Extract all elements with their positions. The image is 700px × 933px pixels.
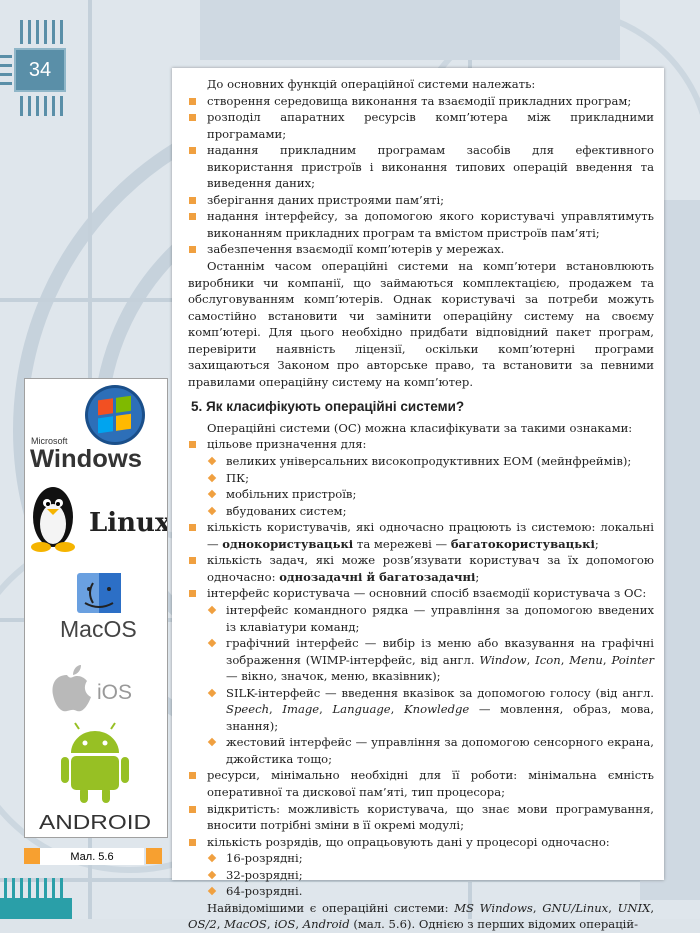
windows-small-label: Microsoft — [31, 436, 68, 446]
sub-list-item: великих універсальних високопродуктивних ЕОМ (мейнфреймів); — [188, 453, 654, 470]
linux-logo — [31, 487, 167, 552]
sub-list-item: мобільних пристроїв; — [188, 486, 654, 503]
term-multi-user: багатокористувацькі — [450, 536, 595, 551]
os-logos-figure — [24, 378, 168, 838]
list-item: інтерфейс користувача — основний спосіб взаємодії користувача з ОС: — [188, 585, 654, 602]
list-item: надання прикладним програмам засобів для ефективного використання пристроїв і виконання типових операцій введення та виведення даних; — [188, 142, 654, 192]
list-item: відкритість: можливість користувача, що знає мови програмування, вносити потрібні зміни в її окремі модулі; — [188, 801, 654, 834]
os-logos-svg — [25, 379, 167, 837]
figure-caption: Мал. 5.6 — [40, 848, 144, 865]
list-item: зберігання даних пристроями пам’яті; — [188, 192, 654, 209]
sub-list-item: 64-розрядні. — [188, 883, 654, 900]
list-item-users: кількість користувачів, які одночасно працюють із системою: локальні — однокористувацькі та мережеві — багатокористувацькі; — [188, 519, 654, 552]
sub-list-item: 16-розрядні; — [188, 850, 654, 867]
list-item: створення середовища виконання та взаємодії прикладних програм; — [188, 93, 654, 110]
list-item: надання інтерфейсу, за допомогою якого користувачі управлятимуть виконанням прикладних програм та вмістом пристроїв пам’яті; — [188, 208, 654, 241]
closing-paragraph: Найвідомішими є операційні системи: MS Windows, GNU/Linux, UNIX, OS/2, MacOS, iOS, Android (мал. 5.6). Однією з перших відомих операцій- — [188, 900, 655, 932]
android-logo — [39, 723, 151, 834]
classify-lead: Операційні системи (ОС) можна класифікувати за такими ознаками: — [207, 420, 633, 435]
term-tasks: однозадачні й багатозадачні — [279, 569, 476, 584]
sub-list-item: інтерфейс командного рядка — управління за допомогою введених із клавіатури команд; — [188, 602, 654, 635]
caption-marker-right — [146, 848, 162, 864]
section-heading: 5. Як класифікують операційні системи? — [191, 399, 465, 415]
sub-list-item-silk: SILK-інтерфейс — введення вказівок за допомогою голосу (від англ. Speech, Image, Language, Knowledge — мовлення, образ, мова, знання); — [188, 685, 654, 735]
macos-label: MacOS — [60, 616, 137, 642]
linux-label: Linux — [89, 508, 167, 538]
chip-pins-bottom — [0, 874, 80, 919]
term-single-user: однокористувацькі — [222, 536, 354, 551]
list-item: цільове призначення для: — [188, 436, 654, 453]
list-item: забезпечення взаємодії комп’ютерів у мережах. — [188, 241, 654, 258]
functions-lead: До основних функцій операційної системи належать: — [207, 77, 536, 91]
windows-logo — [30, 385, 145, 473]
windows-label: Windows — [30, 445, 142, 473]
text-body — [188, 76, 654, 933]
install-paragraph: Останнім часом операційні системи на комп’ютери встановлюють виробники чи компанії, що займаються комплектацією, продажем та обслуговуванням комп’ютерів. Однак користувачі за потреби можуть самостійно встановити чи замінити операційну систему на своєму комп’ютері. Для цього необхідно придбати відповідний пакет програм, перевірити наявність ліцензії, оскільки комп’ютерні програми захищаються Законом про авторське право, та встановити за певними правилами операційну систему на комп’ютер. — [188, 259, 654, 389]
sub-list-item: 32-розрядні; — [188, 867, 654, 884]
list-item: кількість розрядів, що опрацьовують дані у процесорі одночасно: — [188, 834, 654, 851]
sub-list-item: ПК; — [188, 470, 654, 487]
page-number: 34 — [14, 48, 66, 92]
text-panel — [172, 68, 664, 932]
list-item: ресурси, мінімально необхідні для її роботи: мінімальна ємність оперативної та дискової пам’яті, тип процесора; — [188, 767, 654, 800]
macos-logo — [60, 573, 137, 642]
caption-marker-left — [24, 848, 40, 864]
sub-list-item: вбудованих систем; — [188, 503, 654, 520]
ios-logo — [53, 665, 133, 711]
ios-label: iOS — [97, 681, 133, 704]
list-item-tasks: кількість задач, які може розв’язувати користувач за їх допомогою одночасно: однозадачні й багатозадачні; — [188, 552, 654, 585]
sub-list-item-gui: графічний інтерфейс — вибір із меню або вказування на графічні зображення (WIMP-інтерфейс, від англ. Window, Icon, Menu, Pointer — вікно, значок, меню, вказівник); — [188, 635, 654, 685]
sub-list-item: жестовий інтерфейс — управління за допомогою сенсорного екрана, джойстика тощо; — [188, 734, 654, 767]
list-item: розподіл апаратних ресурсів комп’ютера між прикладними програмами; — [188, 109, 654, 142]
android-label: ANDROID — [39, 812, 151, 834]
